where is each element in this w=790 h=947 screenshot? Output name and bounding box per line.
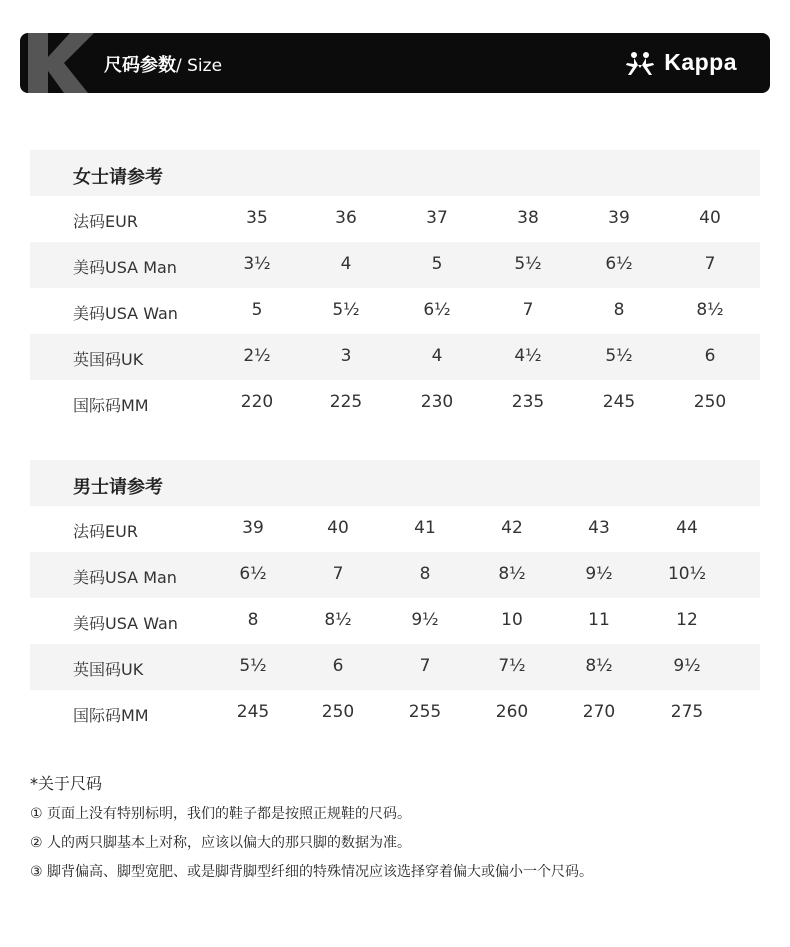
table-cell: 12 [676, 610, 698, 630]
kappa-logo [622, 49, 737, 76]
table-cell: 9½ [585, 564, 613, 584]
table-cell: 5½ [605, 346, 633, 366]
row-label: 美码USA Man [73, 568, 177, 587]
table-cell: 9½ [411, 610, 439, 630]
table-cell: 8½ [498, 564, 526, 584]
table-cell: 230 [420, 392, 454, 412]
table-cell: 39 [608, 208, 630, 228]
table-cell: 38 [517, 208, 539, 228]
note-item: ③ 脚背偏高、脚型宽肥、或是脚背脚型纤细的特殊情况应该选择穿着偏大或偏小一个尺码。 [30, 864, 593, 880]
table-cell: 11 [588, 610, 610, 630]
table-cell: 6 [704, 346, 716, 366]
page-title-sub: / Size [176, 56, 223, 76]
table-cell: 250 [321, 702, 355, 722]
header-bar [20, 33, 770, 93]
row-label: 国际码MM [73, 396, 149, 415]
table-cell: 220 [240, 392, 274, 412]
row-label: 英国码UK [73, 660, 144, 679]
table-cell: 6½ [239, 564, 267, 584]
table-cell: 8½ [324, 610, 352, 630]
note-item: ① 页面上没有特别标明，我们的鞋子都是按照正规鞋的尺码。 [30, 806, 411, 822]
row-label: 美码USA Man [73, 258, 177, 277]
row-label: 美码USA Wan [73, 614, 178, 633]
table-cell: 39 [242, 518, 264, 538]
table-cell: 8 [247, 610, 259, 630]
table-cell: 6½ [423, 300, 451, 320]
table-cell: 41 [414, 518, 436, 538]
table-cell: 270 [582, 702, 616, 722]
table-cell: 40 [327, 518, 349, 538]
table-cell: 10 [501, 610, 523, 630]
table-cell: 255 [408, 702, 442, 722]
table-cell: 7 [704, 254, 716, 274]
k-letter-icon [20, 33, 100, 93]
page-title [104, 51, 222, 77]
table-cell: 275 [670, 702, 704, 722]
row-label: 法码EUR [73, 212, 138, 231]
table-cell: 43 [588, 518, 610, 538]
table-cell: 4½ [514, 346, 542, 366]
table-cell: 5½ [332, 300, 360, 320]
note-item: ② 人的两只脚基本上对称，应该以偏大的那只脚的数据为准。 [30, 835, 411, 851]
table-cell: 7 [522, 300, 534, 320]
table-cell: 7½ [498, 656, 526, 676]
table-cell: 8½ [585, 656, 613, 676]
table-cell: 37 [426, 208, 448, 228]
table-title: 男士请参考 [73, 477, 163, 498]
table-title: 女士请参考 [73, 167, 163, 188]
table-cell: 3½ [243, 254, 271, 274]
table-cell: 8 [419, 564, 431, 584]
row-label: 国际码MM [73, 706, 149, 725]
table-cell: 5½ [239, 656, 267, 676]
table-cell: 4 [340, 254, 352, 274]
table-cell: 3 [340, 346, 352, 366]
row-label: 法码EUR [73, 522, 138, 541]
table-cell: 5 [431, 254, 443, 274]
table-cell: 8 [613, 300, 625, 320]
row-label: 美码USA Wan [73, 304, 178, 323]
omini-logo-icon [622, 51, 658, 75]
brand-name: Kappa [664, 49, 737, 75]
table-cell: 10½ [667, 564, 707, 584]
table-cell: 36 [335, 208, 357, 228]
table-cell: 225 [329, 392, 363, 412]
table-cell: 35 [246, 208, 268, 228]
table-cell: 7 [332, 564, 344, 584]
table-cell: 42 [501, 518, 523, 538]
table-cell: 245 [602, 392, 636, 412]
table-cell: 250 [693, 392, 727, 412]
size-notes [30, 771, 770, 891]
page-title-main: 尺码参数 [104, 55, 176, 76]
table-cell: 2½ [243, 346, 271, 366]
notes-title: *关于尺码 [30, 774, 103, 793]
table-cell: 8½ [696, 300, 724, 320]
table-cell: 44 [676, 518, 698, 538]
table-cell: 4 [431, 346, 443, 366]
table-cell: 9½ [673, 656, 701, 676]
table-cell: 5 [251, 300, 263, 320]
table-cell: 6½ [605, 254, 633, 274]
table-cell: 6 [332, 656, 344, 676]
table-cell: 40 [699, 208, 721, 228]
table-cell: 235 [511, 392, 545, 412]
table-cell: 245 [236, 702, 270, 722]
table-cell: 5½ [514, 254, 542, 274]
row-label: 英国码UK [73, 350, 144, 369]
table-cell: 260 [495, 702, 529, 722]
table-cell: 7 [419, 656, 431, 676]
